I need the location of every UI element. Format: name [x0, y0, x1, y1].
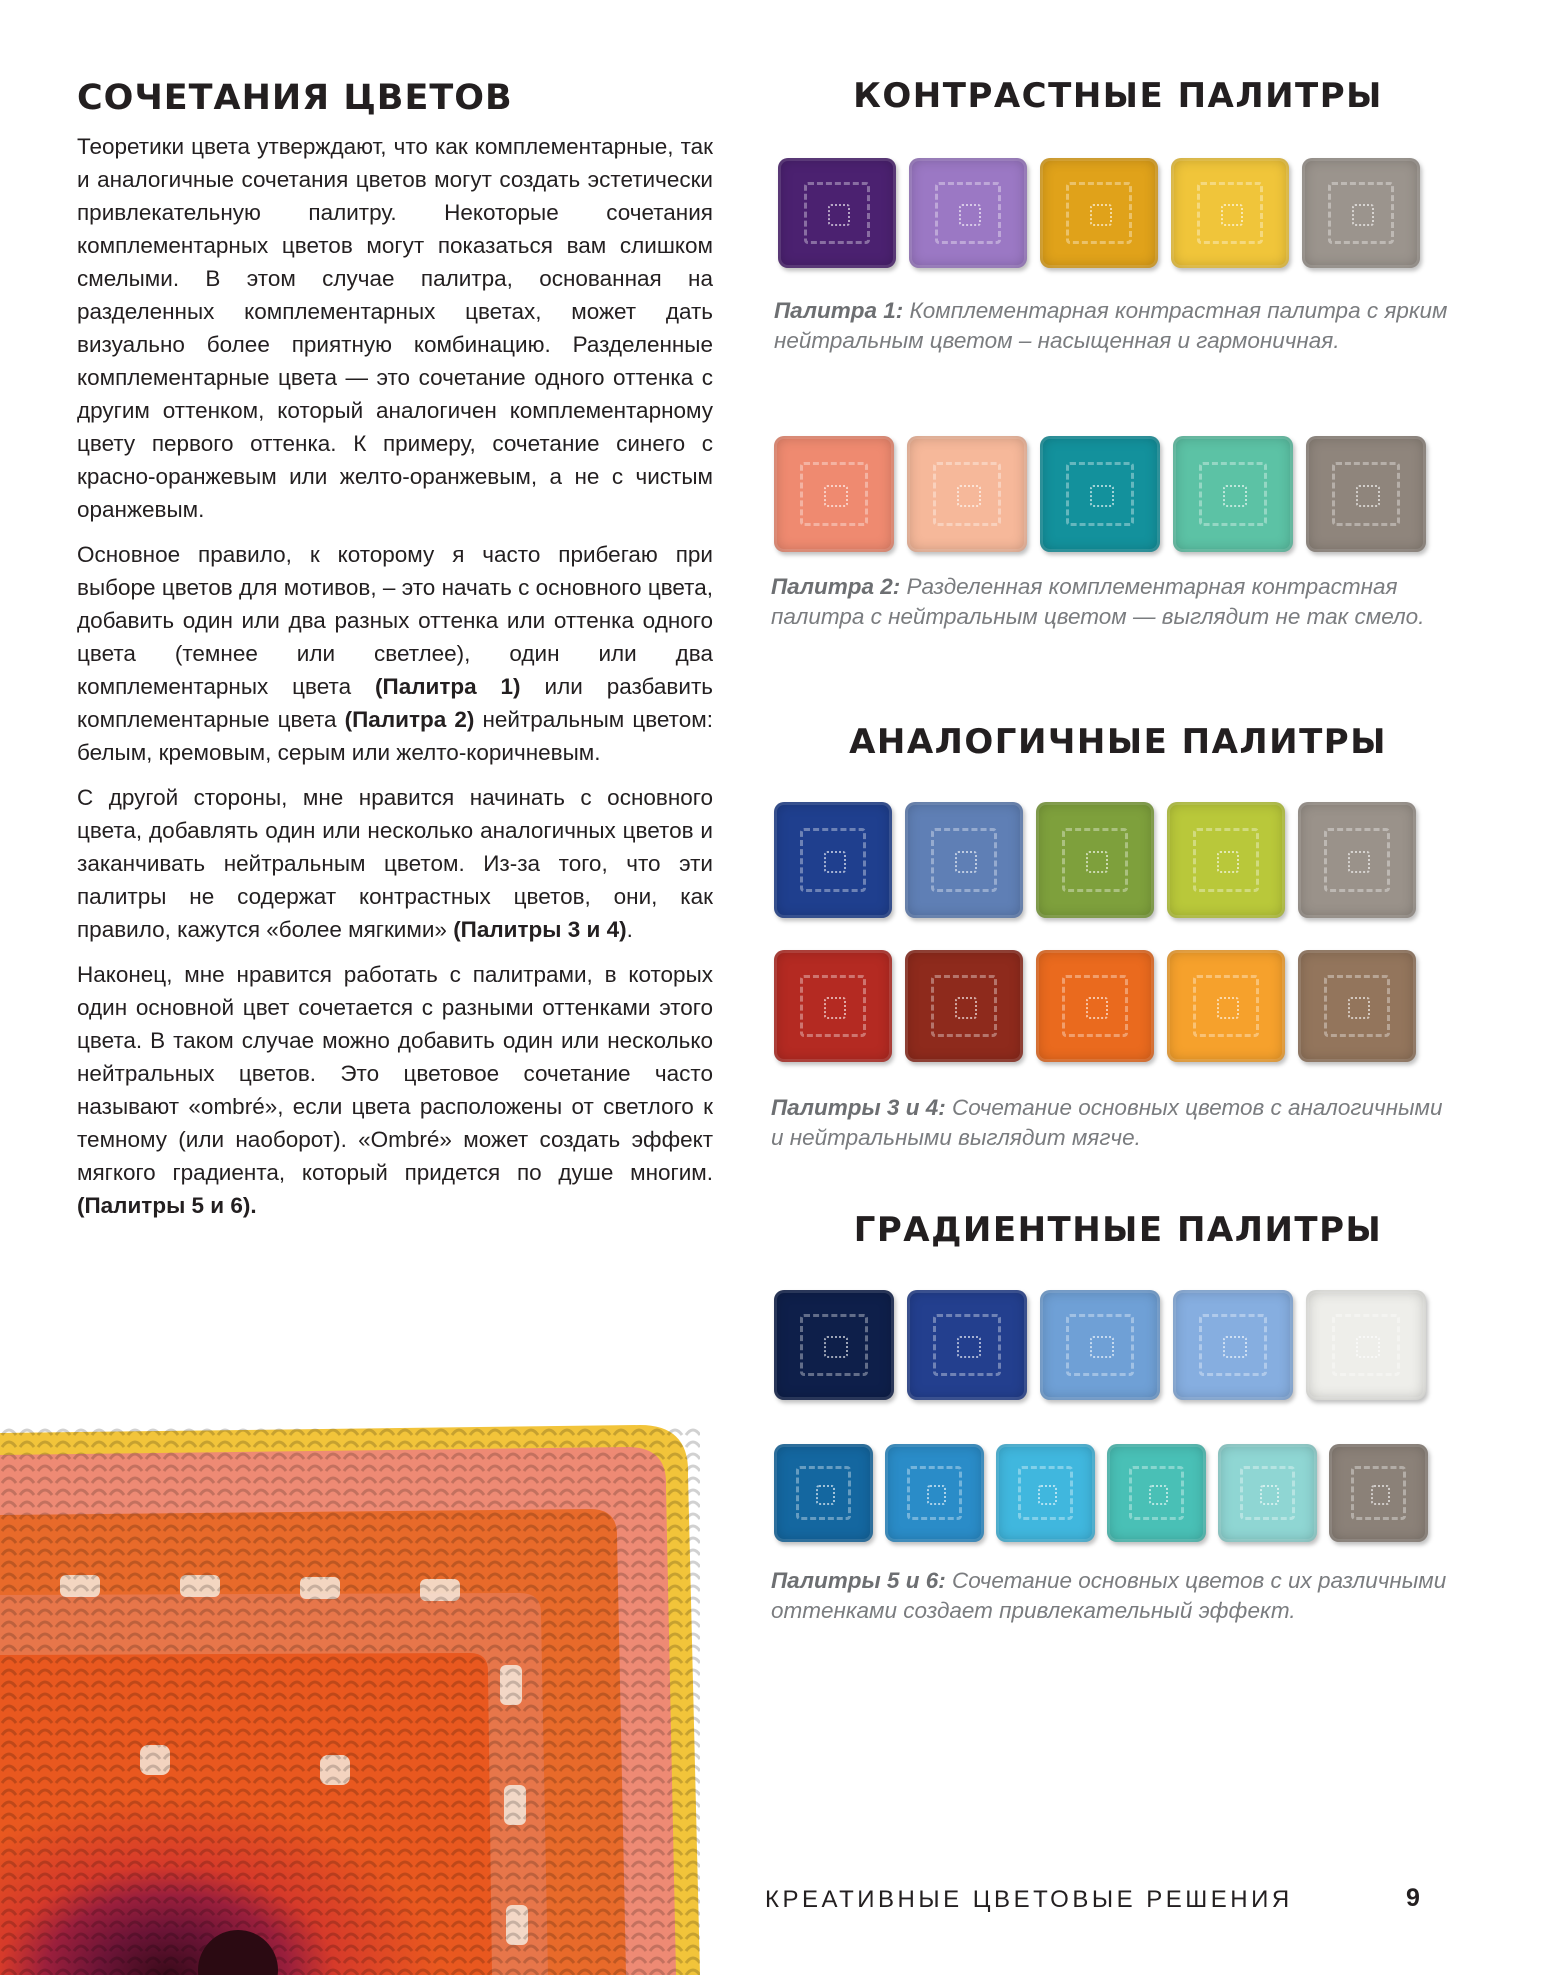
palette-1-ref: (Палитра 1) — [375, 674, 521, 699]
palette-6-row — [774, 1444, 1428, 1542]
palette-3-swatch-3 — [1036, 802, 1154, 918]
heading-analog-palettes: АНАЛОГИЧНЫЕ ПАЛИТРЫ — [849, 722, 1387, 762]
palette-1-swatch-2 — [909, 158, 1027, 268]
caption-palette-1: Палитра 1: Комплементарная контрастная палитра с ярким нейтральным цветом – насыщенная и гармоничная. — [774, 298, 1448, 353]
page-number: 9 — [1406, 1884, 1420, 1912]
running-head: КРЕАТИВНЫЕ ЦВЕТОВЫЕ РЕШЕНИЯ — [765, 1886, 1293, 1913]
palette-3-row — [774, 802, 1416, 918]
palette-3-swatch-1 — [774, 802, 892, 918]
palette-5-swatch-4 — [1173, 1290, 1293, 1400]
caption-palettes-3-4: Палитры 3 и 4: Сочетание основных цветов с аналогичными и нейтральными выглядит мягче. — [771, 1095, 1443, 1150]
palette-4-row — [774, 950, 1416, 1062]
palette-3-4-ref: (Палитры 3 и 4) — [453, 917, 627, 942]
palette-3-swatch-5 — [1298, 802, 1416, 918]
palette-1-row — [778, 158, 1420, 268]
paragraph-3: С другой стороны, мне нравится начинать с основного цвета, добавлять один или несколько аналогичных цветов и заканчивать нейтральным цветом. Из-за того, что эти палитры не содержат контрастных цветов, они, как правило, кажутся «более мягкими» (Палитры 3 и 4). — [77, 785, 713, 942]
palette-5-swatch-3 — [1040, 1290, 1160, 1400]
palette-1-swatch-4 — [1171, 158, 1289, 268]
palette-3-swatch-2 — [905, 802, 1023, 918]
palette-4-swatch-4 — [1167, 950, 1285, 1062]
crochet-square-image — [0, 1425, 700, 1975]
palette-2-swatch-5 — [1306, 436, 1426, 552]
palette-5-swatch-5 — [1306, 1290, 1426, 1400]
palette-6-swatch-2 — [885, 1444, 984, 1542]
palette-4-swatch-1 — [774, 950, 892, 1062]
paragraph-2: Основное правило, к которому я часто прибегаю при выборе цветов для мотивов, – это начать с основного цвета, добавить один или два разных оттенка или оттенка одного цвета (темнее или светлее), один или два комплементарных цвета (Палитра 1) или разбавить комплементарные цвета (Палитра 2) нейтральным цветом: белым, кремовым, серым или желто-коричневым. — [77, 542, 713, 765]
caption-palette-2: Палитра 2: Разделенная комплементарная контрастная палитра с нейтральным цветом — выглядит не так смело. — [771, 574, 1425, 629]
palette-6-swatch-6 — [1329, 1444, 1428, 1542]
paragraph-1: Теоретики цвета утверждают, что как комплементарные, так и аналогичные сочетания цветов могут создать эстетически привлекательную палитру. Некоторые сочетания комплементарных цветов могут показаться вам слишком смелыми. В этом случае палитра, основанная на разделенных комплементарных цветах, может дать визуально более приятную комбинацию. Разделенные комплементарные цвета — это сочетание одного оттенка с другим оттенком, который аналогичен комплементарному цвету первого оттенка. К примеру, сочетание синего с красно-оранжевым или желто-оранжевым, а не с чистым оранжевым. — [77, 134, 713, 522]
crochet-square-photo — [0, 1425, 700, 1975]
palette-1-swatch-1 — [778, 158, 896, 268]
palette-2-swatch-2 — [907, 436, 1027, 552]
heading-contrast-palettes: КОНТРАСТНЫЕ ПАЛИТРЫ — [853, 76, 1383, 116]
palette-5-6-ref: (Палитры 5 и 6). — [77, 1193, 257, 1218]
palette-4-swatch-3 — [1036, 950, 1154, 1062]
palette-2-row — [774, 436, 1426, 552]
palette-2-ref: (Палитра 2) — [344, 707, 475, 732]
section-title: СОЧЕТАНИЯ ЦВЕТОВ — [77, 78, 513, 118]
palette-1-swatch-5 — [1302, 158, 1420, 268]
heading-gradient-palettes: ГРАДИЕНТНЫЕ ПАЛИТРЫ — [853, 1210, 1383, 1250]
paragraph-4: Наконец, мне нравится работать с палитрами, в которых один основной цвет сочетается с разными оттенками этого цвета. В таком случае можно добавить один или несколько нейтральных цветов. Это цветовое сочетание часто называют «ombré», если цвета расположены от светлого к темному (или наоборот). «Ombré» может создать эффект мягкого градиента, который придется по душе многим. (Палитры 5 и 6). — [77, 962, 713, 1218]
left-text-column — [77, 78, 713, 1234]
palette-6-swatch-4 — [1107, 1444, 1206, 1542]
palette-3-swatch-4 — [1167, 802, 1285, 918]
palette-4-swatch-5 — [1298, 950, 1416, 1062]
palette-5-swatch-1 — [774, 1290, 894, 1400]
palette-2-swatch-4 — [1173, 436, 1293, 552]
palette-6-swatch-1 — [774, 1444, 873, 1542]
palette-5-row — [774, 1290, 1426, 1400]
palette-2-swatch-3 — [1040, 436, 1160, 552]
palette-6-swatch-5 — [1218, 1444, 1317, 1542]
palette-1-swatch-3 — [1040, 158, 1158, 268]
palette-6-swatch-3 — [996, 1444, 1095, 1542]
caption-palettes-5-6: Палитры 5 и 6: Сочетание основных цветов с их различными оттенками создает привлекательный эффект. — [771, 1568, 1447, 1623]
palette-4-swatch-2 — [905, 950, 1023, 1062]
palette-5-swatch-2 — [907, 1290, 1027, 1400]
palette-2-swatch-1 — [774, 436, 894, 552]
